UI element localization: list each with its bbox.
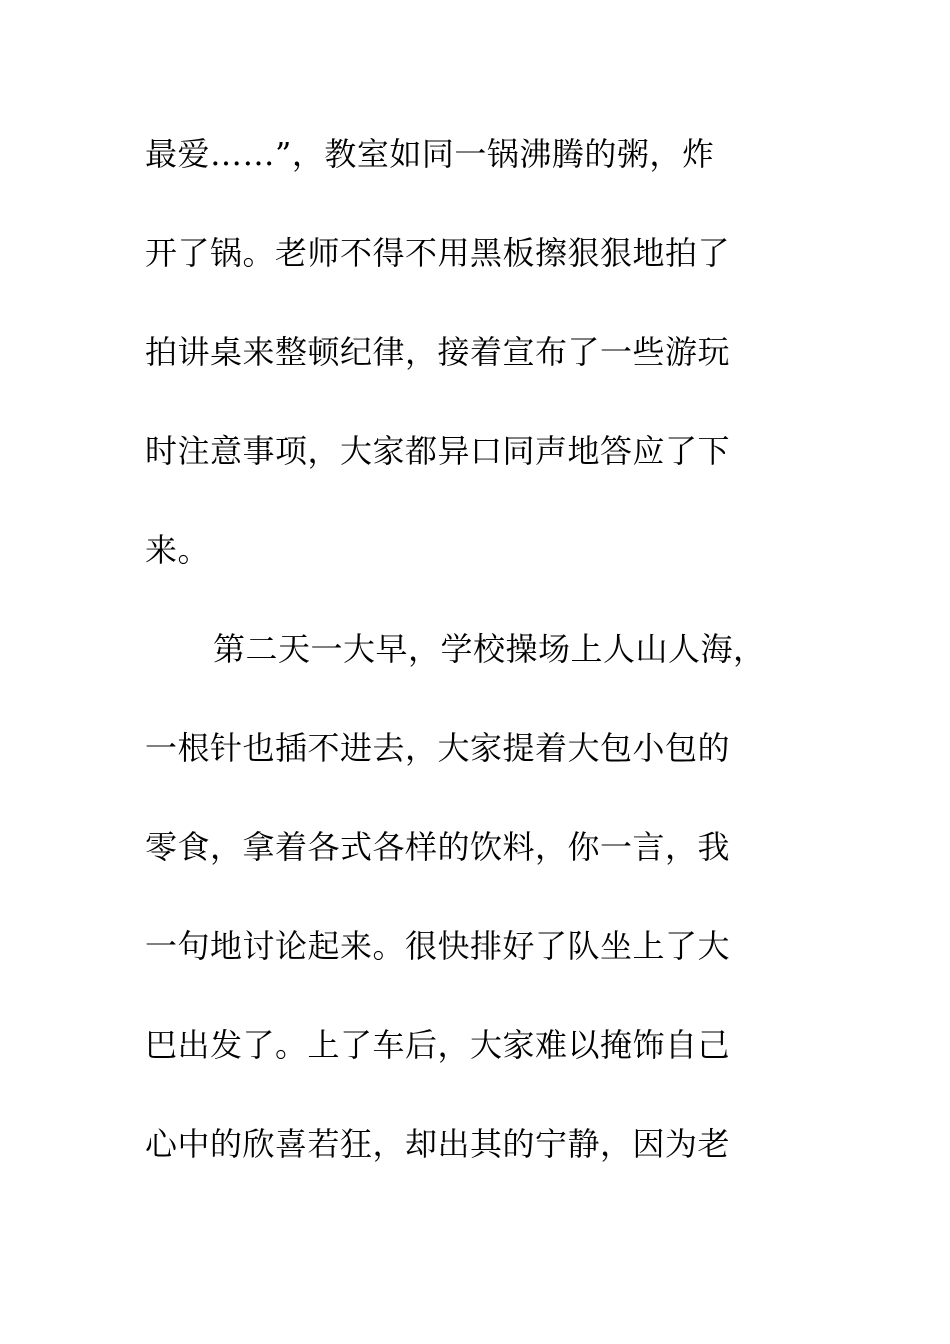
text-line: 巴出发了。上了车后，大家难以掩饰自己 <box>145 1026 731 1064</box>
text-line: 零食，拿着各式各样的饮料，你一言，我 <box>145 828 731 866</box>
text-line: 一句地讨论起来。很快排好了队坐上了大 <box>145 927 731 965</box>
body-text <box>145 128 805 1217</box>
text-line: 开了锅。老师不得不用黑板擦狠狠地拍了 <box>145 234 731 272</box>
text-line: 来。 <box>145 531 211 569</box>
text-line: 拍讲桌来整顿纪律，接着宣布了一些游玩 <box>145 333 731 371</box>
paragraph-start-line: 第二天一大早，学校操场上人山人海， <box>213 630 766 668</box>
text-line: 一根针也插不进去，大家提着大包小包的 <box>145 729 731 767</box>
text-line: 时注意事项，大家都异口同声地答应了下 <box>145 432 731 470</box>
text-line: 心中的欣喜若狂，却出其的宁静，因为老 <box>145 1125 731 1163</box>
text-line: 最爱……”，教室如同一锅沸腾的粥，炸 <box>145 135 715 173</box>
